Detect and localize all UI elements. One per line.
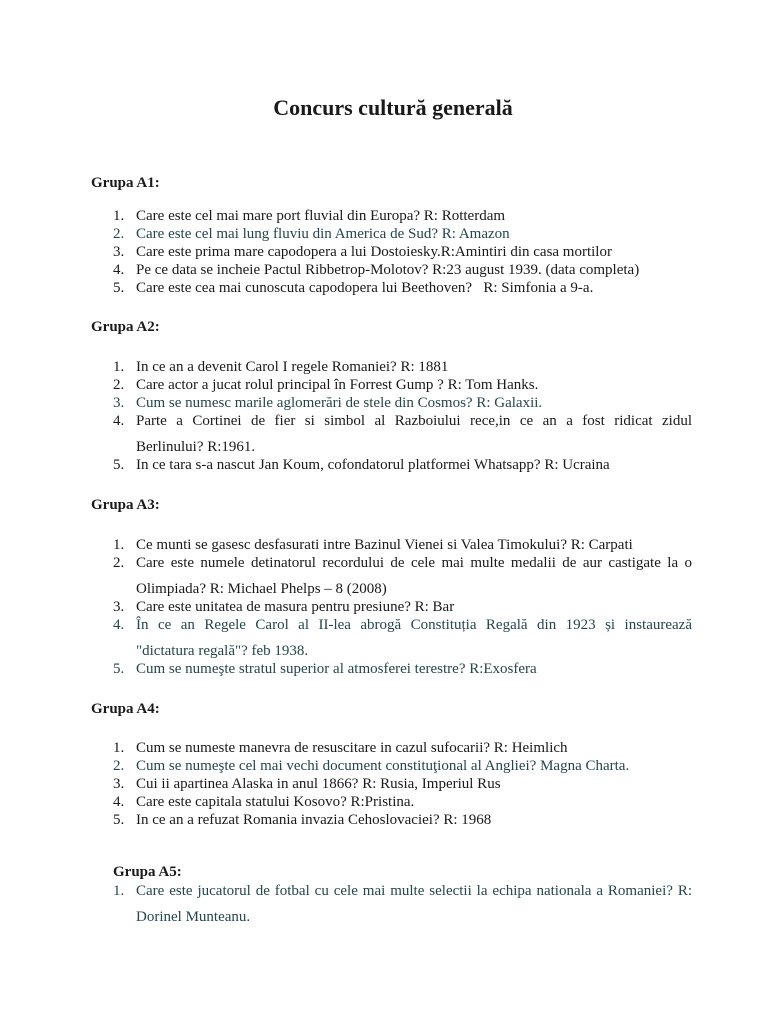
question-item: [113, 811, 692, 829]
question-item: [113, 243, 692, 261]
question-item: [113, 616, 692, 660]
group-heading-a5: Grupa A5:: [113, 864, 182, 880]
question-list-a2: [113, 358, 692, 474]
question-text: Care este numele detinatorul recordului de cele mai multe medalii de aur castigate la o: [136, 555, 692, 571]
question-item: [113, 207, 692, 225]
group-heading-a4: Grupa A4:: [91, 701, 160, 717]
item-number: 2.: [113, 555, 125, 571]
item-number: 4.: [113, 617, 125, 633]
question-text: Parte a Cortinei de fier si simbol al Razboiului rece,in ce an a fost ridicat zidul: [136, 413, 692, 429]
item-number: 5.: [113, 661, 125, 677]
question-text: Cum se numesc marile aglomerări de stele din Cosmos? R: Galaxii.: [136, 395, 543, 411]
question-text-continuation: Olimpiada? R: Michael Phelps – 8 (2008): [136, 581, 387, 597]
question-text: Care este unitatea de masura pentru presiune? R: Bar: [136, 599, 455, 615]
question-text: Care este prima mare capodopera a lui Dostoiesky.R:Amintiri din casa mortilor: [136, 244, 612, 260]
item-number: 4.: [113, 413, 125, 429]
question-text-continuation: "dictatura regală"? feb 1938.: [136, 643, 309, 659]
item-number: 3.: [113, 599, 125, 615]
question-list-a3: [113, 536, 692, 678]
item-number: 1.: [113, 740, 125, 756]
question-text: In ce tara s-a nascut Jan Koum, cofondatorul platformei Whatsapp? R: Ucraina: [136, 457, 610, 473]
question-item: [113, 225, 692, 243]
question-text: Cum se numeste manevra de resuscitare in cazul sufocarii? R: Heimlich: [136, 740, 568, 756]
question-text-continuation: Dorinel Munteanu.: [136, 909, 251, 925]
question-item: [113, 793, 692, 811]
item-number: 5.: [113, 280, 125, 296]
item-number: 5.: [113, 457, 125, 473]
question-item: [113, 775, 692, 793]
question-item: [113, 882, 692, 926]
question-list-a4: [113, 739, 692, 829]
group-heading-a1: Grupa A1:: [91, 175, 160, 191]
item-number: 3.: [113, 244, 125, 260]
item-number: 3.: [113, 776, 125, 792]
item-number: 4.: [113, 794, 125, 810]
question-text: In ce an a devenit Carol I regele Romaniei? R: 1881: [136, 359, 449, 375]
question-text: Care este cel mai mare port fluvial din Europa? R: Rotterdam: [136, 208, 506, 224]
question-text: Cum se numeşte cel mai vechi document constituţional al Angliei? Magna Charta.: [136, 758, 630, 774]
item-number: 1.: [113, 883, 125, 899]
question-text: Care actor a jucat rolul principal în Forrest Gump ? R: Tom Hanks.: [136, 377, 539, 393]
question-text: Care este jucatorul de fotbal cu cele mai multe selectii la echipa nationala a Romaniei? R:: [136, 883, 692, 899]
question-item: [113, 554, 692, 598]
item-number: 3.: [113, 395, 125, 411]
question-item: [113, 279, 692, 297]
question-text: Care este cea mai cunoscuta capodopera lui Beethoven? R: Simfonia a 9-a.: [136, 280, 594, 296]
question-item: [113, 739, 692, 757]
item-number: 4.: [113, 262, 125, 278]
question-item: [113, 376, 692, 394]
group-heading-a3: Grupa A3:: [91, 497, 160, 513]
question-text: Cui ii apartinea Alaska in anul 1866? R: Rusia, Imperiul Rus: [136, 776, 501, 792]
item-number: 2.: [113, 226, 125, 242]
item-number: 2.: [113, 758, 125, 774]
item-number: 1.: [113, 359, 125, 375]
question-item: [113, 456, 692, 474]
question-item: [113, 358, 692, 376]
question-item: [113, 412, 692, 456]
question-item: [113, 757, 692, 775]
document-title: Concurs cultură generală: [273, 95, 513, 120]
item-number: 1.: [113, 537, 125, 553]
item-number: 2.: [113, 377, 125, 393]
item-number: 5.: [113, 812, 125, 828]
question-list-a5: [113, 882, 692, 926]
question-item: [113, 536, 692, 554]
question-item: [113, 660, 692, 678]
item-number: 1.: [113, 208, 125, 224]
question-text-continuation: Berlinului? R:1961.: [136, 439, 256, 455]
question-text: Ce munti se gasesc desfasurati intre Bazinul Vienei si Valea Timokului? R: Carpati: [136, 537, 633, 553]
question-text: Pe ce data se incheie Pactul Ribbetrop-Molotov? R:23 august 1939. (data completa): [136, 262, 640, 278]
question-text: In ce an a refuzat Romania invazia Cehoslovaciei? R: 1968: [136, 812, 492, 828]
question-item: [113, 394, 692, 412]
question-text: Cum se numeşte stratul superior al atmosferei terestre? R:Exosfera: [136, 661, 537, 677]
question-text: În ce an Regele Carol al II-lea abrogă Constituția Regală din 1923 și instaurează: [136, 617, 692, 633]
question-item: [113, 261, 692, 279]
question-text: Care este capitala statului Kosovo? R:Pristina.: [136, 794, 415, 810]
group-heading-a2: Grupa A2:: [91, 319, 160, 335]
question-item: [113, 598, 692, 616]
question-list-a1: [113, 207, 692, 297]
question-text: Care este cel mai lung fluviu din America de Sud? R: Amazon: [136, 226, 510, 242]
